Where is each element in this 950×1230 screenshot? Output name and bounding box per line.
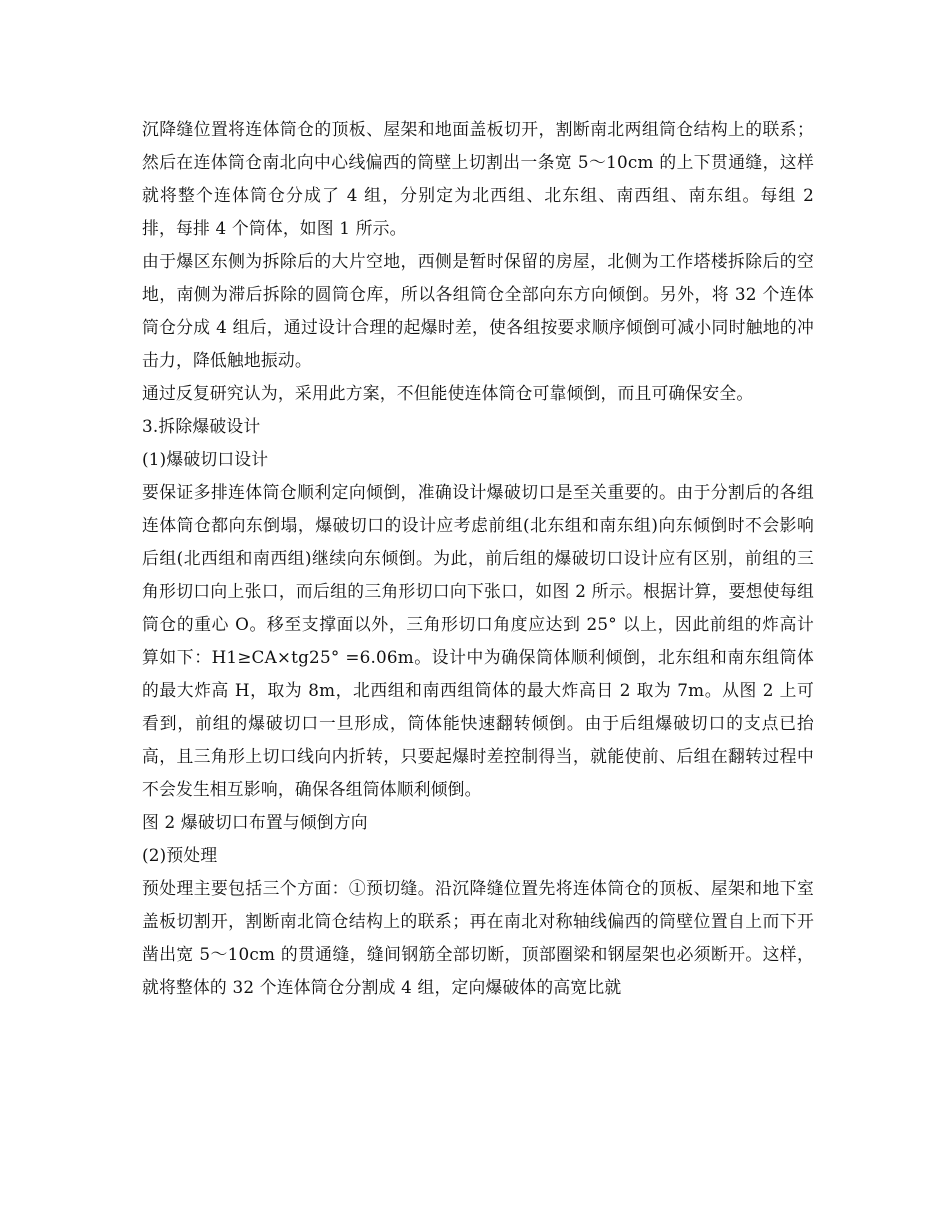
paragraph-grouping-description: 沉降缝位置将连体筒仓的顶板、屋架和地面盖板切开，割断南北两组筒仓结构上的联系；然后在连体筒仓南北向中心线偏西的筒壁上切割出一条宽 5～10cm 的上下贯通缝，这样就将整个连体筒仓分成了 4 组，分别定为北西组、北东组、南西组、南东组。每组 2 排，每排 4 个筒体，如图 1 所示。 bbox=[142, 119, 814, 238]
paragraph-pretreatment: 预处理主要包括三个方面：①预切缝。沿沉降缝位置先将连体筒仓的顶板、屋架和地下室盖板切割开，割断南北筒仓结构上的联系；再在南北对称轴线偏西的筒壁位置自上而下开凿出宽 5～10cm 的贯通缝，缝间钢筋全部切断，顶部圈梁和钢屋架也必须断开。这样，就将整体的 32 个连体筒仓分割成 4 组，定向爆破体的高宽比就 bbox=[142, 878, 814, 997]
subsection-heading-pretreatment: (2)预处理 bbox=[142, 845, 218, 865]
document-page bbox=[142, 113, 814, 1004]
section-heading-blasting-design: 3.拆除爆破设计 bbox=[142, 416, 261, 436]
subsection-heading-cut-design: (1)爆破切口设计 bbox=[142, 449, 269, 469]
paragraph-cut-design: 要保证多排连体筒仓顺利定向倾倒，准确设计爆破切口是至关重要的。由于分割后的各组连体筒仓都向东倒塌，爆破切口的设计应考虑前组(北东组和南东组)向东倾倒时不会影响后组(北西组和南西组)继续向东倾倒。为此，前后组的爆破切口设计应有区别，前组的三角形切口向上张口，而后组的三角形切口向下张口，如图 2 所示。根据计算，要想使每组筒仓的重心 O。移至支撑面以外，三角形切口角度应达到 25° 以上，因此前组的炸高计算如下：H1≥CA×tg25° =6.06m。设计中为确保筒体顺利倾倒，北东组和南东组筒体的最大炸高 H，取为 8m，北西组和南西组筒体的最大炸高日 2 取为 7m。从图 2 上可看到，前组的爆破切口一旦形成，筒体能快速翻转倾倒。由于后组爆破切口的支点已抬高，且三角形上切口线向内折转，只要起爆时差控制得当，就能使前、后组在翻转过程中不会发生相互影响，确保各组筒体顺利倾倒。 bbox=[142, 482, 814, 799]
paragraph-safety-conclusion: 通过反复研究认为，采用此方案，不但能使连体筒仓可靠倾倒，而且可确保安全。 bbox=[142, 383, 754, 403]
figure-caption: 图 2 爆破切口布置与倾倒方向 bbox=[142, 812, 368, 832]
paragraph-collapse-direction: 由于爆区东侧为拆除后的大片空地，西侧是暂时保留的房屋，北侧为工作塔楼拆除后的空地，南侧为滞后拆除的圆筒仓库，所以各组筒仓全部向东方向倾倒。另外，将 32 个连体筒仓分成 4 组后，通过设计合理的起爆时差，使各组按要求顺序倾倒可减小同时触地的冲击力，降低触地振动。 bbox=[142, 251, 814, 370]
